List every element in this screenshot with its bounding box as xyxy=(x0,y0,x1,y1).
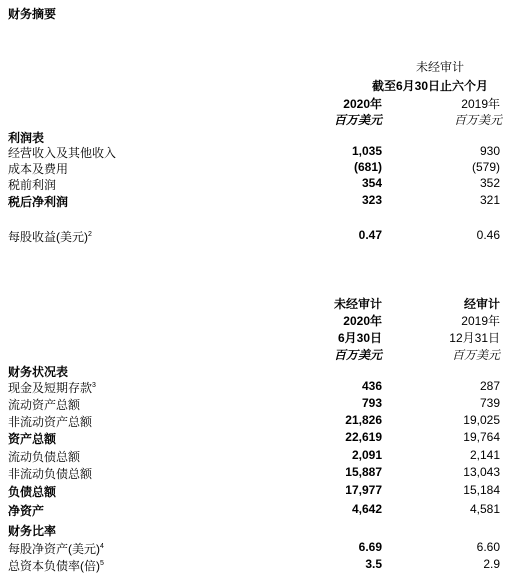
row-label: 现金及短期存款$^3$ xyxy=(8,381,96,395)
row-label: 非流动负债总额 xyxy=(8,467,93,481)
row-label: 经营收入及其他收入 xyxy=(8,146,117,160)
balance-col1-unit: 百万美元 xyxy=(333,348,382,362)
eps-value-2019: 0.46 xyxy=(476,228,500,242)
row-value-col1: 4,642 xyxy=(351,502,382,516)
row-label: 成本及费用 xyxy=(8,162,69,176)
row-value-col2: 6.60 xyxy=(476,540,500,554)
income-header-period: 截至6月30日止六个月 xyxy=(371,79,489,93)
eps-label: 每股收益(美元)$^2$ xyxy=(8,230,92,244)
row-label: 税后净利润 xyxy=(8,195,69,209)
row-value-col2: (579) xyxy=(471,160,500,174)
income-col2-year: 2019年 xyxy=(461,97,500,111)
row-value-col1: 17,977 xyxy=(345,483,382,497)
row-label: 资产总额 xyxy=(8,432,57,446)
balance-col2-date: 12月31日 xyxy=(449,331,500,345)
balance-col1-audit: 未经审计 xyxy=(333,297,382,311)
row-value-col1: 1,035 xyxy=(351,144,382,158)
row-value-col2: 19,025 xyxy=(463,413,500,427)
ratio-section-label: 财务比率 xyxy=(8,524,57,538)
row-value-col2: 13,043 xyxy=(463,465,500,479)
row-value-col1: 6.69 xyxy=(358,540,382,554)
row-label: 流动资产总额 xyxy=(8,398,81,412)
row-label: 非流动资产总额 xyxy=(8,415,93,429)
row-value-col1: 793 xyxy=(361,396,382,410)
row-value-col2: 4,581 xyxy=(469,502,500,516)
row-label: 税前利润 xyxy=(8,178,57,192)
income-col1-unit: 百万美元 xyxy=(333,113,382,127)
row-value-col2: 2,141 xyxy=(469,448,500,462)
row-value-col1: 22,619 xyxy=(345,430,382,444)
row-label: 流动负债总额 xyxy=(8,450,81,464)
row-value-col1: 2,091 xyxy=(351,448,382,462)
row-label: 总资本负债率(倍)$^5$ xyxy=(8,559,104,573)
row-value-col1: 3.5 xyxy=(365,557,382,571)
row-value-col2: 352 xyxy=(479,176,500,190)
row-value-col2: 287 xyxy=(479,379,500,393)
row-value-col1: 15,887 xyxy=(345,465,382,479)
row-value-col1: (681) xyxy=(353,160,382,174)
income-col1-year: 2020年 xyxy=(343,97,382,111)
row-value-col2: 19,764 xyxy=(463,430,500,444)
page-title: 财务摘要 xyxy=(8,7,57,21)
income-section-label: 利润表 xyxy=(8,131,45,145)
row-value-col1: 436 xyxy=(361,379,382,393)
row-label: 净资产 xyxy=(8,504,45,518)
balance-section-label: 财务状况表 xyxy=(8,365,69,379)
eps-value-2020: 0.47 xyxy=(358,228,382,242)
row-value-col2: 2.9 xyxy=(483,557,500,571)
balance-col1-year: 2020年 xyxy=(343,314,382,328)
balance-col2-audit: 经审计 xyxy=(463,297,500,311)
row-label: 负债总额 xyxy=(8,485,57,499)
income-col2-unit: 百万美元 xyxy=(453,113,502,127)
row-value-col2: 321 xyxy=(479,193,500,207)
row-value-col2: 930 xyxy=(479,144,500,158)
row-value-col2: 739 xyxy=(479,396,500,410)
row-label: 每股净资产(美元)$^4$ xyxy=(8,542,104,556)
row-value-col2: 15,184 xyxy=(463,483,500,497)
income-header-audit: 未经审计 xyxy=(415,60,464,74)
row-value-col1: 21,826 xyxy=(345,413,382,427)
row-value-col1: 323 xyxy=(361,193,382,207)
balance-col1-date: 6月30日 xyxy=(337,331,382,345)
balance-col2-year: 2019年 xyxy=(461,314,500,328)
balance-col2-unit: 百万美元 xyxy=(451,348,500,362)
row-value-col1: 354 xyxy=(361,176,382,190)
